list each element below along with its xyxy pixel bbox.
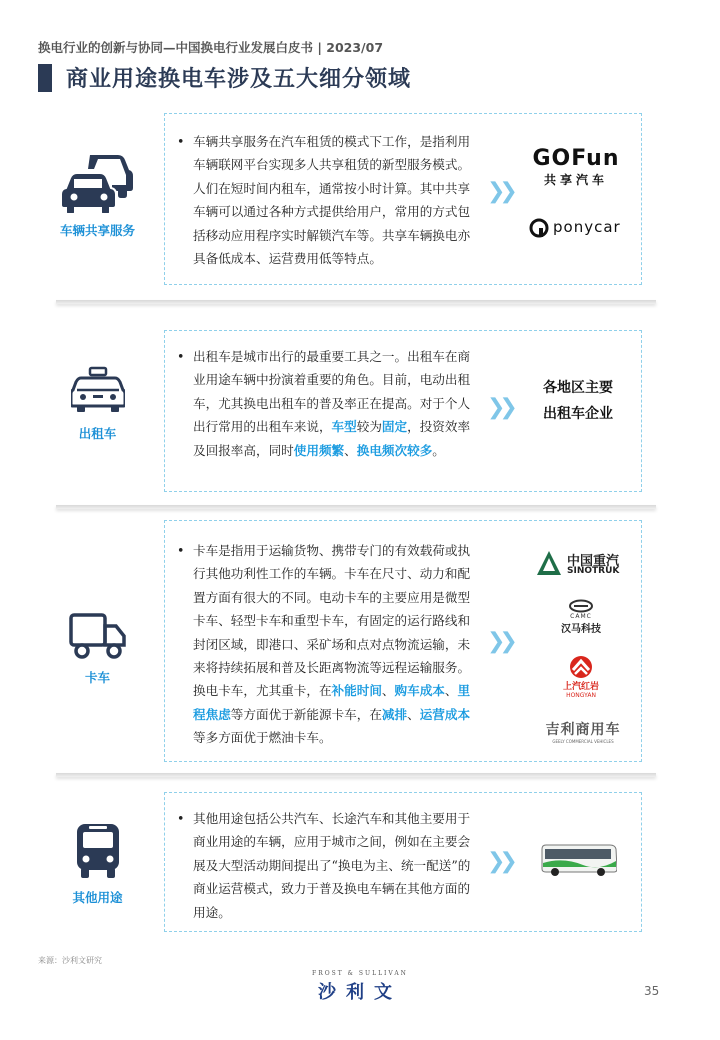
section-text: 其他用途包括公共汽车、长途汽车和其他主要用于商业用途的车辆，应用于城市之间，例如在主要会展及大型活动期间提出了“换电为主、统一配送”的商业运营模式，致力于普及换电车辆在其他方面的用途。	[193, 811, 471, 920]
highlight-text: 车型	[331, 419, 357, 435]
section-text-part: 。	[432, 442, 445, 458]
section-text-part: 出租车是城市出行的最重要工具之一。出租车在商业用途车辆中扮演着重要的角色。目前，电动出租车，尤其换电出租车的普及率正在提高。对于个人出行常用的出租车来说，	[193, 349, 471, 435]
section-divider	[56, 300, 656, 304]
highlight-text: 固定	[381, 419, 408, 435]
section-text-part: 等多方面优于燃油卡车。	[193, 730, 332, 746]
section-text-part: 等方面优于新能源卡车，在	[230, 706, 382, 722]
geely-commercial-logo: 吉利商用车 GEELY COMMERCIAL VEHICLES	[545, 722, 621, 744]
running-header: 换电行业的创新与协同—中国换电行业发展白皮书 | 2023/07	[38, 40, 384, 55]
source-note: 来源：沙利文研究	[38, 956, 102, 965]
sinotruk-logo: 中国重汽 SINOTRUK	[535, 549, 629, 579]
chevron-right-icon: ❯❯	[487, 395, 512, 420]
taxi-icon	[50, 366, 145, 416]
hongyan-mark-icon	[566, 655, 596, 679]
bullet-icon: •	[177, 349, 185, 364]
sinotruk-mark-icon	[535, 549, 563, 577]
bus-icon	[50, 822, 145, 880]
section-text-part: 卡车是指用于运输货物、携带专门的有效载荷或执行其他功利性工作的车辆。卡车在尺寸、动力和配置方面有很大的不同。电动卡车的主要应用是微型卡车、轻型卡车和重型卡车，有固定的运行路线和封闭区域，即港口、采矿场和点对点物流运输，未来将持续拓展和普及长距离物流等远程运输服务。换电卡车，尤其重卡，在	[193, 543, 471, 699]
bus-photo	[539, 843, 617, 877]
highlight-text: 里程焦虑	[193, 683, 471, 722]
description-card	[164, 113, 642, 285]
chevron-right-icon: ❯❯	[487, 849, 512, 874]
section-text-part: ，投资效率及回报率高，同时	[193, 419, 471, 458]
highlight-text: 补能时间	[331, 683, 382, 699]
page-title: 商业用途换电车涉及五大细分领域	[66, 67, 412, 92]
section-text-part: 、	[381, 683, 395, 699]
section-text-part: 、	[444, 683, 458, 699]
section-label: 车辆共享服务	[59, 223, 135, 238]
highlight-text: 减排	[381, 706, 408, 722]
description-card	[164, 520, 642, 762]
description-card	[164, 792, 642, 932]
gofun-logo: GOFun 共享汽车	[532, 146, 620, 187]
section-text-part: 、	[407, 706, 420, 722]
highlight-text: 使用频繁	[293, 442, 345, 458]
section-divider	[56, 773, 656, 777]
description-card	[164, 330, 642, 492]
electric-bus-image	[539, 843, 617, 877]
bullet-icon: •	[177, 543, 185, 558]
section-text-part: 、	[344, 442, 357, 458]
page-number: 35	[644, 984, 660, 998]
section-label: 卡车	[84, 670, 110, 685]
title-accent-bar	[38, 64, 52, 92]
truck-icon	[50, 610, 145, 660]
hanma-mark-icon	[568, 599, 594, 613]
highlight-text: 换电频次较多	[356, 442, 433, 458]
highlight-text: 运营成本	[419, 706, 471, 722]
section-divider	[56, 505, 656, 509]
bullet-icon: •	[177, 811, 185, 826]
brand-english: FROST & SULLIVAN	[312, 970, 408, 977]
car-sharing-icon	[50, 149, 145, 213]
chevron-right-icon: ❯❯	[487, 629, 512, 654]
section-label: 其他用途	[72, 890, 123, 905]
section-text: 车辆共享服务在汽车租赁的模式下工作，是指利用车辆联网平台实现多人共享租赁的新型服务模式。人们在短时间内租车，通常按小时计算。其中共享车辆可以通过各种方式提供给用户，常用的方式包括移动应用程序实时解锁汽车等。共享车辆换电亦具备低成本、运营费用低等特点。	[193, 134, 471, 267]
ponycar-logo: ponycar	[529, 214, 629, 242]
ponycar-mark-icon	[529, 218, 549, 238]
taxi-companies-note: 各地区主要出租车企业	[543, 380, 613, 422]
chevron-right-icon: ❯❯	[487, 179, 512, 204]
section-label: 出租车	[78, 426, 117, 441]
brand-logo: 沙利文	[318, 982, 402, 1003]
section-text-part: 较为	[356, 419, 382, 435]
bullet-icon: •	[177, 134, 185, 149]
highlight-text: 购车成本	[394, 683, 445, 699]
hanma-logo: CAMC 汉马科技	[549, 599, 613, 639]
hongyan-logo: 上汽红岩 HONGYAN	[553, 655, 609, 703]
